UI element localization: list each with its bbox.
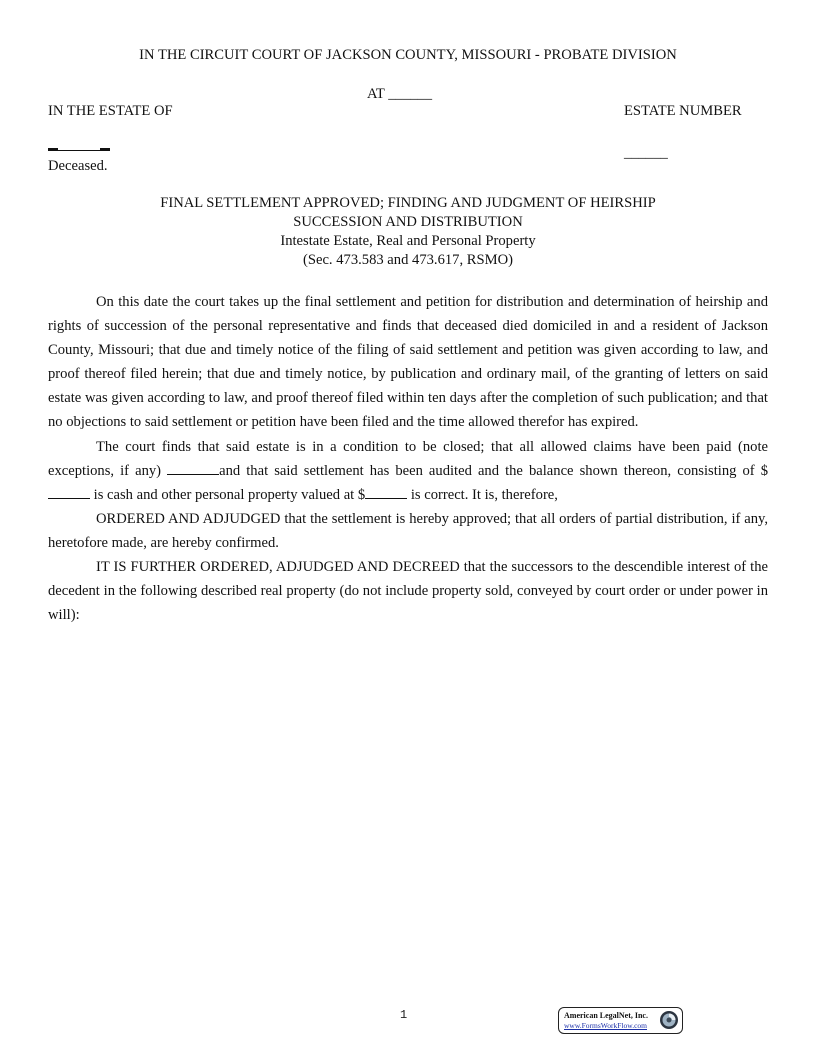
document-heading (0, 194, 816, 270)
decedent-name-blank-field[interactable] (48, 150, 110, 151)
deceased-label: Deceased. (48, 158, 108, 174)
paragraph-text: and that said settlement has been audited and the balance shown thereon, consisting of $ (219, 462, 769, 479)
paragraph-estate-condition (48, 435, 768, 507)
at-label: AT (367, 86, 385, 102)
american-legalnet-logo[interactable] (558, 1007, 683, 1034)
court-title: IN THE CIRCUIT COURT OF JACKSON COUNTY, MISSOURI - PROBATE DIVISION (139, 47, 677, 63)
paragraph-ordered: ORDERED AND ADJUDGED that the settlement is hereby approved; that all orders of partial distribution, if any, heretofore made, are hereby confirmed. (48, 510, 768, 551)
heading-line-1: FINAL SETTLEMENT APPROVED; FINDING AND JUDGMENT OF HEIRSHIP (160, 195, 656, 211)
at-blank-field[interactable]: ______ (388, 86, 433, 102)
document-body (48, 290, 768, 627)
heading-line-3: Intestate Estate, Real and Personal Property (280, 233, 536, 249)
property-value-blank-field[interactable] (365, 486, 407, 499)
logo-url-link[interactable]: www.FormsWorkFlow.com (564, 1021, 648, 1030)
paragraph-text: is correct. It is, therefore, (410, 486, 558, 503)
paragraph-text: is cash and other personal property valued at $ (93, 486, 366, 503)
exceptions-blank-field[interactable] (167, 462, 219, 475)
paragraph-findings: On this date the court takes up the final settlement and petition for distribution and determination of heirship and rights of succession of the personal representative and finds that deceased died domiciled in and a resident of Jackson County, Missouri; that due and timely notice of the filing of said settlement and petition was given according to law, and proof thereof filed herein; that due and timely notice, by publication and ordinary mail, of the granting of letters on said estate was given according to law, and proof thereof filed within ten days after the completion of such publication; and that no objections to said settlement or petition have been filed and the time allowed therefor has expired. (48, 294, 768, 431)
cash-amount-blank-field[interactable] (48, 486, 90, 499)
heading-line-2: SUCCESSION AND DISTRIBUTION (293, 214, 523, 230)
paragraph-text: The court finds that said estate is in a condition to be closed; that all allowed claims have been paid (note exceptions, if any) (48, 438, 768, 479)
paragraph-further-ordered: IT IS FURTHER ORDERED, ADJUDGED AND DECREED that the successors to the descendible interest of the decedent in the following described real property (do not include property sold, conveyed by court order or under power in will): (48, 559, 768, 624)
logo-company-name: American LegalNet, Inc. (564, 1011, 648, 1020)
at-line (367, 86, 432, 103)
estate-number-label: ESTATE NUMBER (624, 103, 742, 119)
heading-line-4: (Sec. 473.583 and 473.617, RSMO) (303, 252, 513, 268)
estate-of-label: IN THE ESTATE OF (48, 103, 173, 119)
globe-icon (659, 1010, 679, 1030)
estate-number-blank-field[interactable]: ______ (624, 145, 668, 161)
page-number: 1 (400, 1008, 408, 1022)
